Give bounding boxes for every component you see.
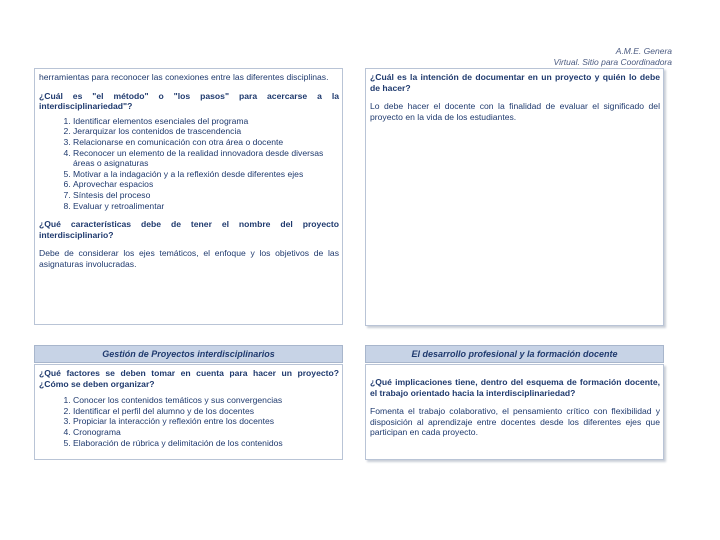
documentation-answer: Lo debe hacer el docente con la finalidad de evaluar el significado del proyecto en la vida de los estudiantes. xyxy=(370,101,660,122)
panel-documentation xyxy=(365,68,664,326)
list-item: 5. Elaboración de rúbrica y delimitación de los contenidos xyxy=(73,438,339,449)
list-item: 5. Motivar a la indagación y a la reflexión desde diferentes ejes xyxy=(73,169,339,180)
list-item: 2. Identificar el perfil del alumno y de los docentes xyxy=(73,406,339,417)
list-item: 1. Conocer los contenidos temáticos y sus convergencias xyxy=(73,395,339,406)
project-name-answer: Debe de considerar los ejes temáticos, el enfoque y los objetivos de las asignaturas involucradas. xyxy=(39,248,339,269)
list-item: 1. Identificar elementos esenciales del programa xyxy=(73,116,339,127)
factors-question: ¿Qué factores se deben tomar en cuenta para hacer un proyecto? ¿Cómo se deben organizar? xyxy=(39,368,339,389)
method-question: ¿Cuál es "el método" o "los pasos" para acercarse a la interdisciplinariedad"? xyxy=(39,90,339,112)
section-title-gestion: Gestión de Proyectos interdisciplinarios xyxy=(34,345,343,363)
panel-methodology xyxy=(34,68,343,325)
section-title-desarrollo: El desarrollo profesional y la formación docente xyxy=(365,345,664,363)
list-item: 3. Propiciar la interacción y reflexión entre los docentes xyxy=(73,416,339,427)
method-steps-list xyxy=(39,116,339,211)
panel-desarrollo xyxy=(365,364,664,460)
panel-intro-text: herramientas para reconocer las conexiones entre las diferentes disciplinas. xyxy=(39,72,329,82)
list-item: 4. Cronograma xyxy=(73,427,339,438)
factors-list xyxy=(39,395,339,448)
list-item: 8. Evaluar y retroalimentar xyxy=(73,201,339,212)
header-line-2: Virtual. Sitio para Coordinadora xyxy=(553,57,672,67)
implications-answer: Fomenta el trabajo colaborativo, el pensamiento crítico con flexibilidad y disposición al aprendizaje entre docentes desde los diferentes ejes que participan en cada proyecto. xyxy=(370,406,660,438)
documentation-question: ¿Cuál es la intención de documentar en un proyecto y quién lo debe de hacer? xyxy=(370,72,660,93)
panel-gestion xyxy=(34,364,343,460)
list-item: 2. Jerarquizar los contenidos de trascendencia xyxy=(73,126,339,137)
header-line-1: A.M.E. Genera xyxy=(615,46,672,56)
implications-question: ¿Qué implicaciones tiene, dentro del esquema de formación docente, el trabajo orientado hacia la interdisciplinariedad? xyxy=(370,377,660,398)
list-item: 3. Relacionarse en comunicación con otra área o docente xyxy=(73,137,339,148)
list-item: 7. Síntesis del proceso xyxy=(73,190,339,201)
document-header xyxy=(554,46,672,68)
list-item: 4. Reconocer un elemento de la realidad innovadora desde diversas áreas o asignaturas xyxy=(73,148,339,169)
list-item: 6. Aprovechar espacios xyxy=(73,179,339,190)
project-name-question: ¿Qué características debe de tener el nombre del proyecto interdisciplinario? xyxy=(39,219,339,240)
